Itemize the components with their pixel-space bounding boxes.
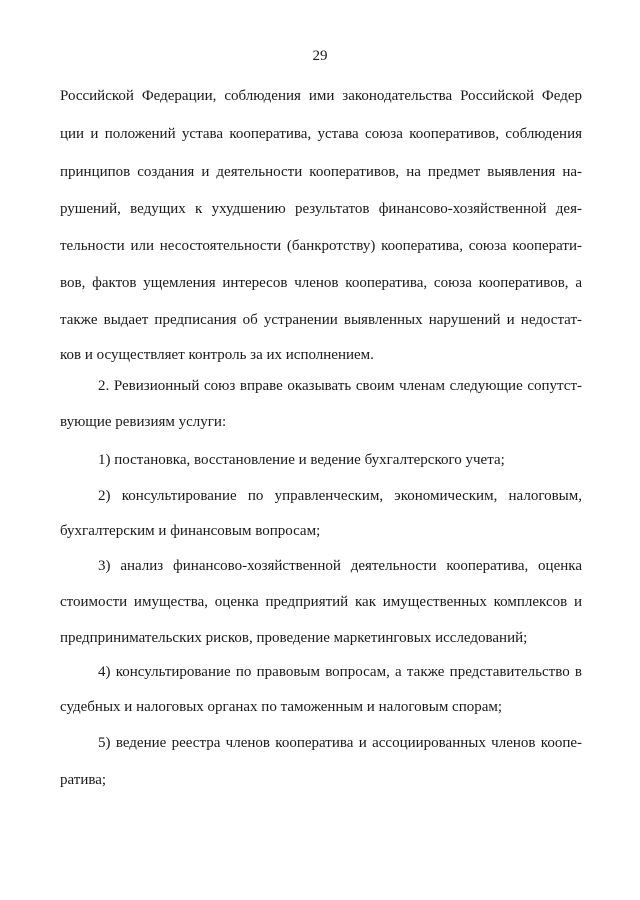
- text-line: стоимости имущества, оценка предприятий как имущественных комплексов и: [60, 594, 582, 610]
- text-line: 2. Ревизионный союз вправе оказывать своим членам следующие сопутст-: [98, 378, 582, 394]
- text-line: 3) анализ финансово-хозяйственной деятельности кооператива, оценка: [98, 558, 582, 574]
- text-line: 5) ведение реестра членов кооператива и ассоциированных членов коопе-: [98, 735, 582, 751]
- text-line: также выдает предписания об устранении выявленных нарушений и недостат-: [60, 312, 582, 328]
- text-line: тельности или несостоятельности (банкротству) кооператива, союза кооперати-: [60, 238, 582, 254]
- text-line: ков и осуществляет контроль за их исполнением.: [60, 347, 374, 363]
- text-line: Российской Федерации, соблюдения ими законодательства Российской Федер: [60, 88, 582, 104]
- text-line: рушений, ведущих к ухудшению результатов финансово-хозяйственной дея-: [60, 201, 582, 217]
- text-line: 4) консультирование по правовым вопросам, а также представительство в: [98, 664, 582, 680]
- text-line: принципов создания и деятельности кооперативов, на предмет выявления на-: [60, 164, 582, 180]
- text-line: вов, фактов ущемления интересов членов кооператива, союза кооперативов, а: [60, 275, 582, 291]
- text-line: вующие ревизиям услуги:: [60, 414, 227, 430]
- text-line: судебных и налоговых органах по таможенным и налоговым спорам;: [60, 699, 503, 715]
- text-line: 1) постановка, восстановление и ведение бухгалтерского учета;: [98, 452, 505, 468]
- text-line: предпринимательских рисков, проведение маркетинговых исследований;: [60, 630, 528, 646]
- text-line: ции и положений устава кооператива, устава союза кооперативов, соблюдения: [60, 126, 582, 142]
- text-line: бухгалтерским и финансовым вопросам;: [60, 523, 321, 539]
- page-number: 29: [312, 48, 328, 64]
- text-line: ратива;: [60, 772, 107, 788]
- text-line: 2) консультирование по управленческим, экономическим, налоговым,: [98, 488, 582, 504]
